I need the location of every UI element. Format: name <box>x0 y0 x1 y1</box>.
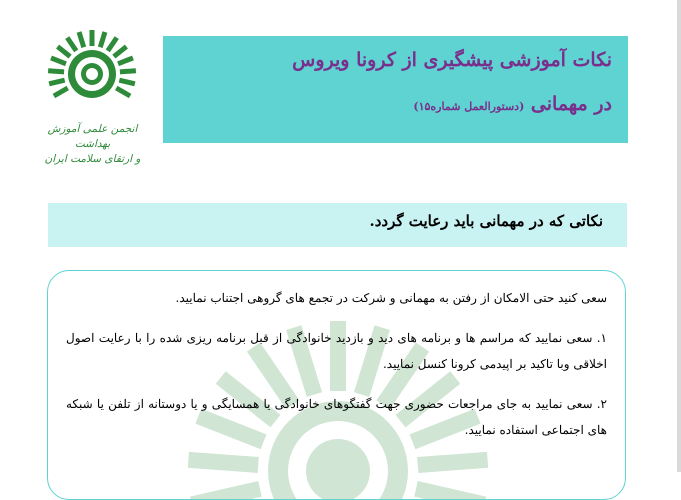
page-subtitle <box>179 90 612 121</box>
page-title: نکات آموزشی پیشگیری از کرونا ویروس <box>292 49 612 71</box>
intro-paragraph: سعی کنید حتی الامکان از رفتن به مهمانی و شرکت در تجمع های گروهی اجتناب نمایید. <box>175 291 607 305</box>
logo-caption-line1: انجمن علمی آموزش بهداشت <box>47 123 138 150</box>
content-panel <box>47 270 626 500</box>
section-heading: نکاتی که در مهمانی باید رعایت گردد. <box>48 203 627 247</box>
logo-caption-line2: و ارتقای سلامت ایران <box>44 153 141 165</box>
title-banner <box>163 36 628 143</box>
guideline-item-2: ۲. سعی نمایید به جای مراجعات حضوری جهت گفتگوهای خانوادگی یا همسایگی و یا دوستانه از تلفن یا شبکه های اجتماعی استفاده نمایید. <box>66 397 607 437</box>
page-edge <box>677 0 681 472</box>
guideline-item-1: ۱. سعی نمایید که مراسم ها و برنامه های دید و بازدید خانوادگی از قبل برنامه ریزی شده را با رعایت اصول اخلاقی وبا تاکید بر اپیدمی کرونا کنسل نمایید. <box>66 331 607 371</box>
logo-caption <box>30 122 155 167</box>
content-text <box>48 271 625 443</box>
logo-emblem-icon <box>30 28 155 120</box>
subtitle-main: در مهمانی <box>530 93 612 115</box>
instruction-number: (دستورالعمل شماره۱۵) <box>413 100 525 113</box>
association-logo <box>30 28 155 168</box>
